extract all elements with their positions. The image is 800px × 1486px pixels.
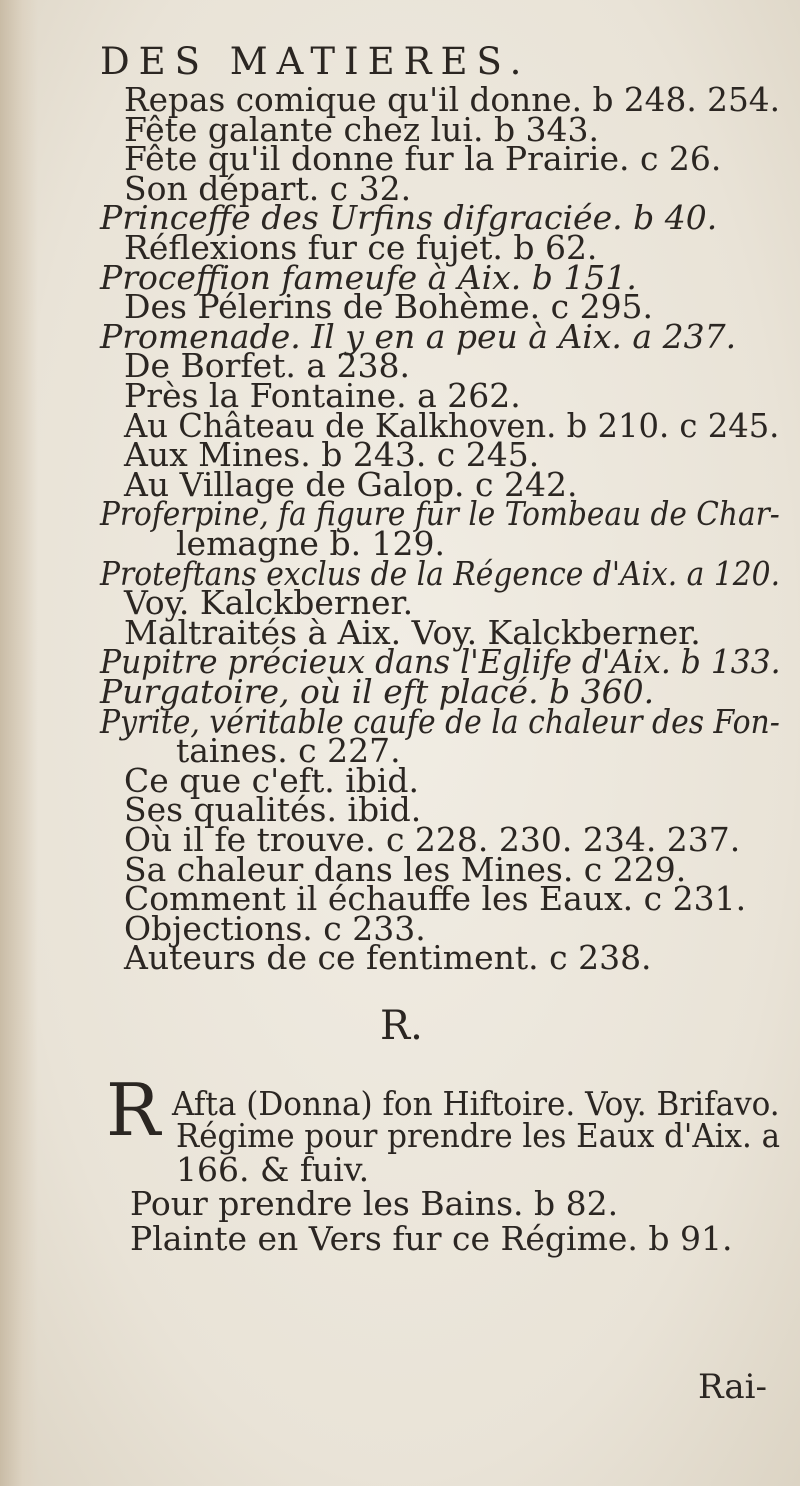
index-entry: Voy. Kalckberner.: [124, 583, 414, 623]
index-entry: Purgatoire, où il eft placé. b 360.: [100, 672, 655, 711]
index-entry: De Borfet. a 238.: [124, 346, 410, 386]
index-entry: Pupitre précieux dans l'Eglife d'Aix. b 133.: [100, 642, 781, 682]
index-entry: Réflexions fur ce fujet. b 62.: [124, 228, 598, 267]
index-entry: Auteurs de ce fentiment. c 238.: [124, 938, 652, 978]
index-entry: Repas comique qu'il donne. b 248. 254.: [124, 80, 781, 119]
index-entry-r: Plainte en Vers fur ce Régime. b 91.: [130, 1219, 733, 1258]
index-entry: Proteftans exclus de la Régence d'Aix. a 120.: [100, 553, 781, 593]
page-gutter-shadow: [0, 0, 38, 1486]
index-entry: Fête galante chez lui. b 343.: [124, 109, 600, 149]
index-entry: Près la Fontaine. a 262.: [124, 376, 521, 415]
index-entry: Ce que c'eft. ibid.: [124, 760, 420, 800]
index-entry: Au Château de Kalkhoven. b 210. c 245.: [124, 405, 780, 445]
index-entry: Où il fe trouve. c 228. 230. 234. 237.: [124, 820, 741, 859]
index-entry: Objections. c 233.: [124, 908, 426, 948]
index-entry: Des Pélerins de Bohème. c 295.: [124, 287, 654, 327]
index-entry: Maltraités à Aix. Voy. Kalckberner.: [124, 612, 701, 652]
index-entry-r: Régime pour prendre les Eaux d'Aix. a: [176, 1116, 780, 1155]
section-heading-r: R.: [380, 1003, 423, 1049]
index-entry: Sa chaleur dans les Mines. c 229.: [124, 849, 687, 889]
index-entry: Proferpine, fa figure fur le Tombeau de Char-: [100, 494, 780, 534]
drop-cap: R: [106, 1068, 161, 1152]
index-entry-r: 166. & fuiv.: [176, 1150, 370, 1189]
index-entry: Son départ. c 32.: [124, 168, 412, 208]
index-entry-r: Afta (Donna) fon Hiftoire. Voy. Brifavo.: [172, 1084, 780, 1123]
index-entry: lemagne b. 129.: [176, 524, 446, 563]
index-entry-r: Pour prendre les Bains. b 82.: [130, 1184, 619, 1223]
page-header: DES MATIERES.: [100, 40, 531, 83]
index-entry: Pyrite, véritable caufe de la chaleur des Fon-: [100, 701, 780, 741]
index-entry: Ses qualités. ibid.: [124, 790, 422, 830]
index-entry: Au Village de Galop. c 242.: [124, 464, 578, 504]
index-entry: Fête qu'il donne fur la Prairie. c 26.: [124, 139, 722, 179]
index-entry: taines. c 227.: [176, 731, 401, 771]
index-entry: Princeffe des Urfins difgraciée. b 40.: [100, 198, 718, 238]
index-entry: Proceffion fameufe à Aix. b 151.: [100, 257, 637, 297]
index-entry: Aux Mines. b 243. c 245.: [124, 435, 540, 475]
catchword: Rai-: [698, 1367, 768, 1407]
index-entry: Comment il échauffe les Eaux. c 231.: [124, 879, 747, 919]
index-entry: Promenade. Il y en a peu à Aix. a 237.: [100, 316, 737, 356]
